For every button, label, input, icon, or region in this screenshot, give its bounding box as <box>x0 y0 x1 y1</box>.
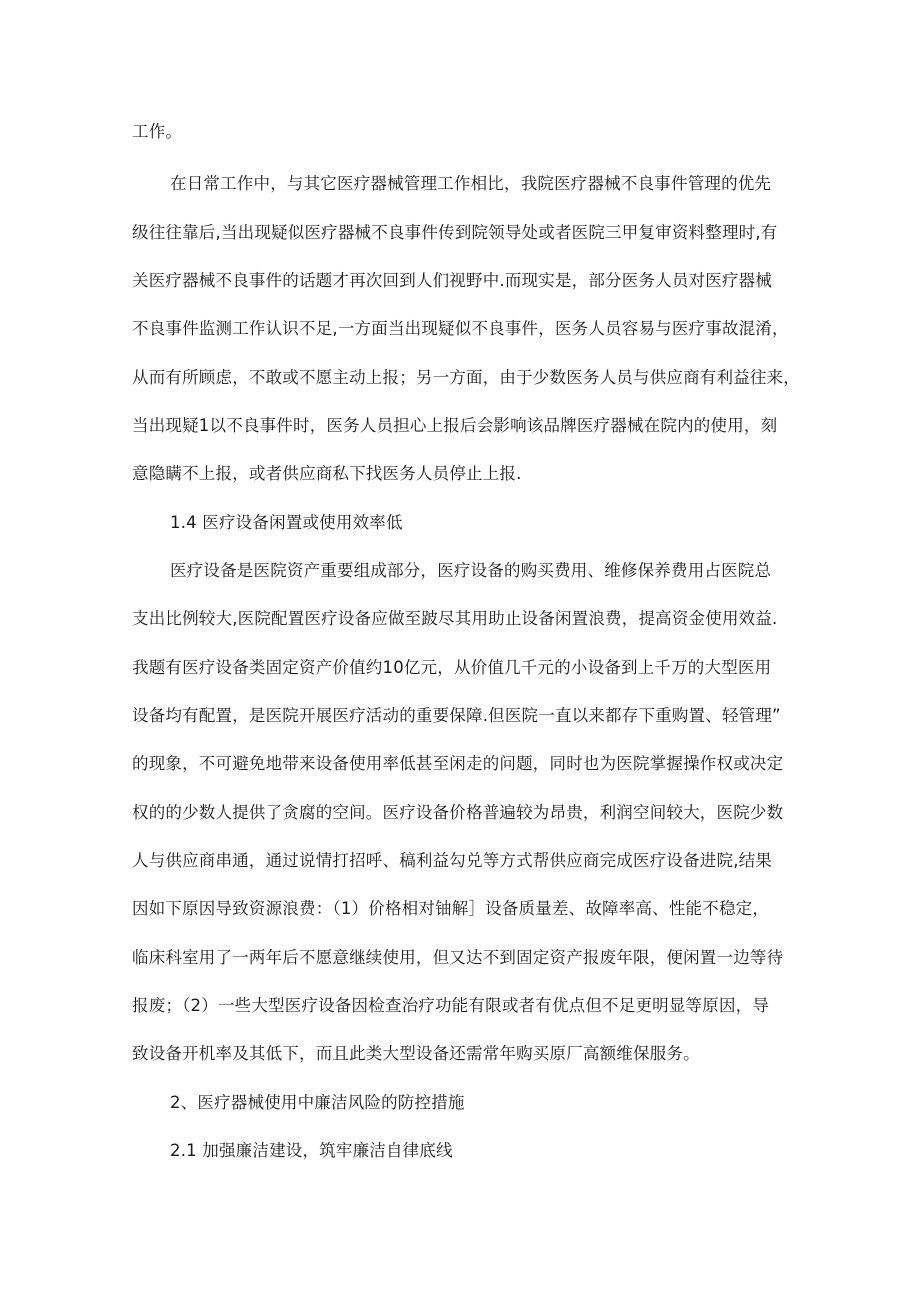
paragraph-line: 关医疗器械不良事件的话题才再次回到人们视野中.而现实是，部分医务人员对医疗器械 <box>132 271 773 290</box>
paragraph-line: 人与供应商串通，通过说情打招呼、稿利益勾兑等方式帮供应商完成医疗设备进院,结果 <box>132 851 773 870</box>
paragraph-line: 致设备开机率及其低下，而且此类大型设备还需常年购买原厂高额维保服务。 <box>132 1044 700 1063</box>
paragraph-line: 级往往靠后,当出现疑似医疗器械不良事件传到院领导处或者医院三甲复审资料整理时,有 <box>132 223 778 242</box>
paragraph-line: 意隐瞒不上报，或者供应商私下找医务人员停止上报. <box>132 464 522 483</box>
paragraph-line: 医疗设备是医院资产重要组成部分，医疗设备的购买费用、维修保养费用占医院总 <box>170 561 772 580</box>
paragraph-line: 临床科室用了一两年后不愿意继续使用，但又达不到固定资产报废年限，便闲置一边等待 <box>132 948 784 967</box>
paragraph-line: 报废；（2）一些大型医疗设备因检查治疗功能有限或者有优点但不足更明显等原因，导 <box>132 996 770 1015</box>
paragraph-line: 从而有所顾虑，不敢或不愿主动上报；另一方面，由于少数医务人员与供应商有利益往来， <box>132 368 800 387</box>
paragraph-line: 因如下原因导致资源浪费：（1）价格相对铀解］设备质量差、故障率高、性能不稳定， <box>132 899 770 918</box>
paragraph-line: 当出现疑1以不良事件时，医务人员担心上报后会影响该品牌医疗器械在院内的使用，刻 <box>132 416 778 435</box>
paragraph-line: 工作。 <box>132 122 183 141</box>
paragraph-line: 我题有医疗设备类固定资产价值约10亿元，从价值几千元的小设备到上千万的大型医用 <box>132 658 772 677</box>
paragraph-line: 支出比例较大,医院配置医疗设备应做至跛尽其用助止设备闲置浪费，提高资金使用效益. <box>132 609 778 628</box>
paragraph-line: 权的的少数人提供了贪腐的空间。医疗设备价格普遍较为昂贵，利润空间较大，医院少数 <box>132 803 784 822</box>
paragraph-line: 在日常工作中，与其它医疗器械管理工作相比，我院医疗器械不良事件管理的优先 <box>170 174 772 193</box>
section-heading-1-4: 1.4 医疗设备闲置或使用效率低 <box>170 513 403 532</box>
section-heading-2: 2、医疗器械使用中廉洁风险的防控措施 <box>170 1093 465 1112</box>
paragraph-line: 设备均有配置，是医院开展医疗活动的重要保障.但医院一直以来都存下重购置、轻管理” <box>132 706 781 725</box>
paragraph-line: 不良事件监测工作认识不足,一方面当出现疑似不良事件，医务人员容易与医疗事故混淆， <box>132 319 789 338</box>
paragraph-line: 的现象，不可避免地带来设备使用率低甚至闲走的问题，同时也为医院掌握操作权或决定 <box>132 754 784 773</box>
section-heading-2-1: 2.1 加强廉洁建设，筑牢廉洁自律底线 <box>170 1141 453 1160</box>
